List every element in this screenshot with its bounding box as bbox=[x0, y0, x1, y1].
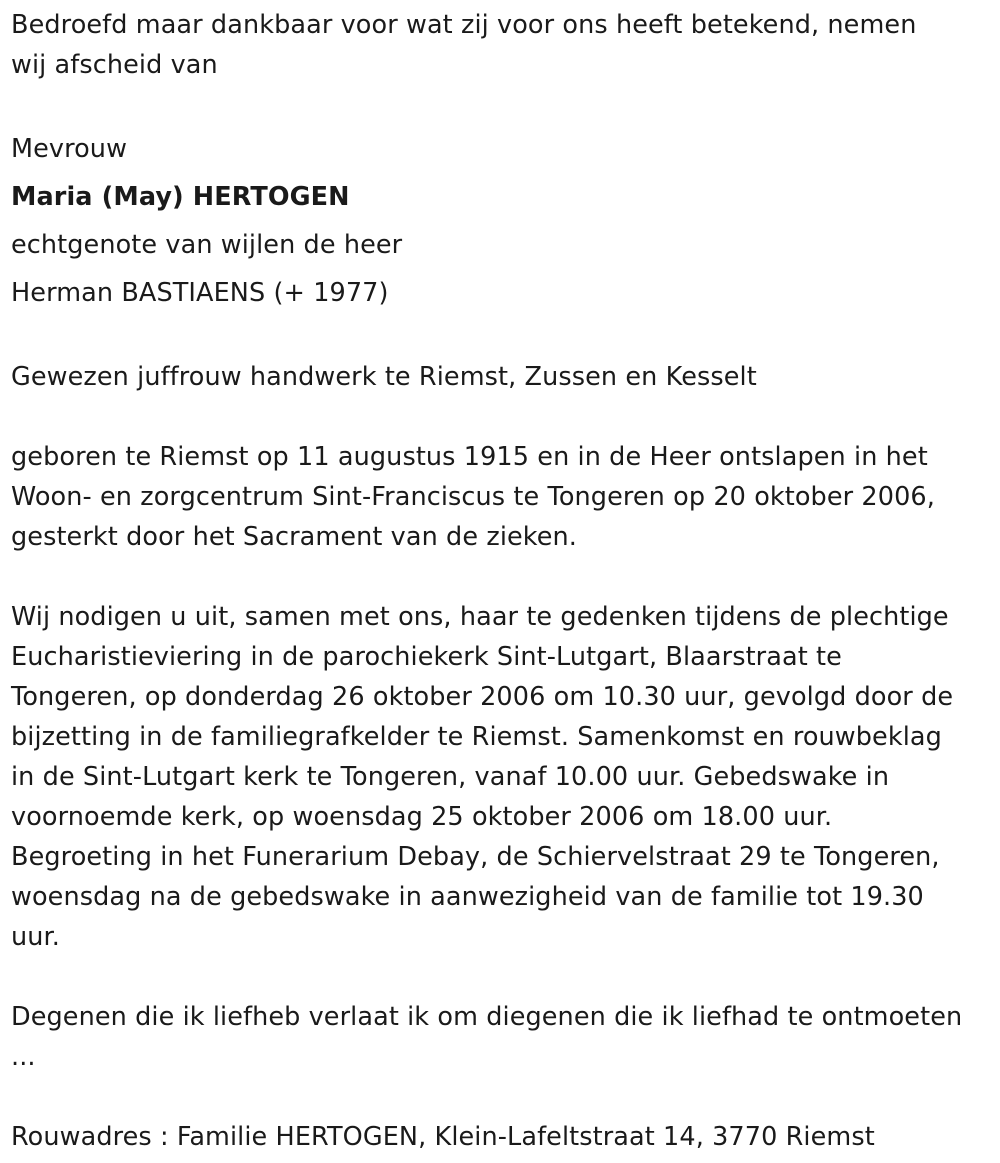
obituary-notice bbox=[11, 5, 996, 1157]
spouse-line-1: echtgenote van wijlen de heer bbox=[11, 230, 403, 260]
ceremony-text: Wij nodigen u uit, samen met ons, haar te gedenken tijdens de plechtige Eucharistieviering in de parochiekerk Sint-Lutgart, Blaarstraat te Tongeren, op donderdag 26 oktober 2006 om 10.30 uur, gevolgd door de bijzetting in de familiegrafkelder te Riemst. Samenkomst en rouwbeklag in de Sint-Lutgart kerk te Tongeren, vanaf 10.00 uur. Gebedswake in voornoemde kerk, op woensdag 25 oktober 2006 om 18.00 uur. Begroeting in het Funerarium Debay, de Schiervelstraat 29 te Tongeren, woensdag na de gebedswake in aanwezigheid van de familie tot 19.30 uur. bbox=[11, 602, 954, 952]
spacer bbox=[11, 85, 996, 125]
intro-text: Bedroefd maar dankbaar voor wat zij voor ons heeft betekend, nemen wij afscheid van bbox=[11, 10, 917, 80]
spacer bbox=[11, 1077, 996, 1117]
spacer bbox=[11, 397, 996, 437]
birth-death-text: geboren te Riemst op 11 augustus 1915 en in de Heer ontslapen in het Woon- en zorgcentrum Sint-Franciscus te Tongeren op 20 oktober 2006, gesterkt door het Sacrament van de zieken. bbox=[11, 442, 935, 552]
mourning-address: Rouwadres : Familie HERTOGEN, Klein-Lafeltstraat 14, 3770 Riemst bbox=[11, 1122, 875, 1152]
salutation: Mevrouw bbox=[11, 134, 128, 164]
spacer bbox=[11, 317, 996, 357]
spacer bbox=[11, 557, 996, 597]
spacer bbox=[11, 957, 996, 997]
quote-text: Degenen die ik liefheb verlaat ik om diegenen die ik liefhad te ontmoeten ... bbox=[11, 1002, 963, 1072]
spouse-line-2: Herman BASTIAENS (+ 1977) bbox=[11, 278, 389, 308]
occupation-text: Gewezen juffrouw handwerk te Riemst, Zussen en Kesselt bbox=[11, 362, 757, 392]
deceased-name: Maria (May) HERTOGEN bbox=[11, 182, 350, 212]
